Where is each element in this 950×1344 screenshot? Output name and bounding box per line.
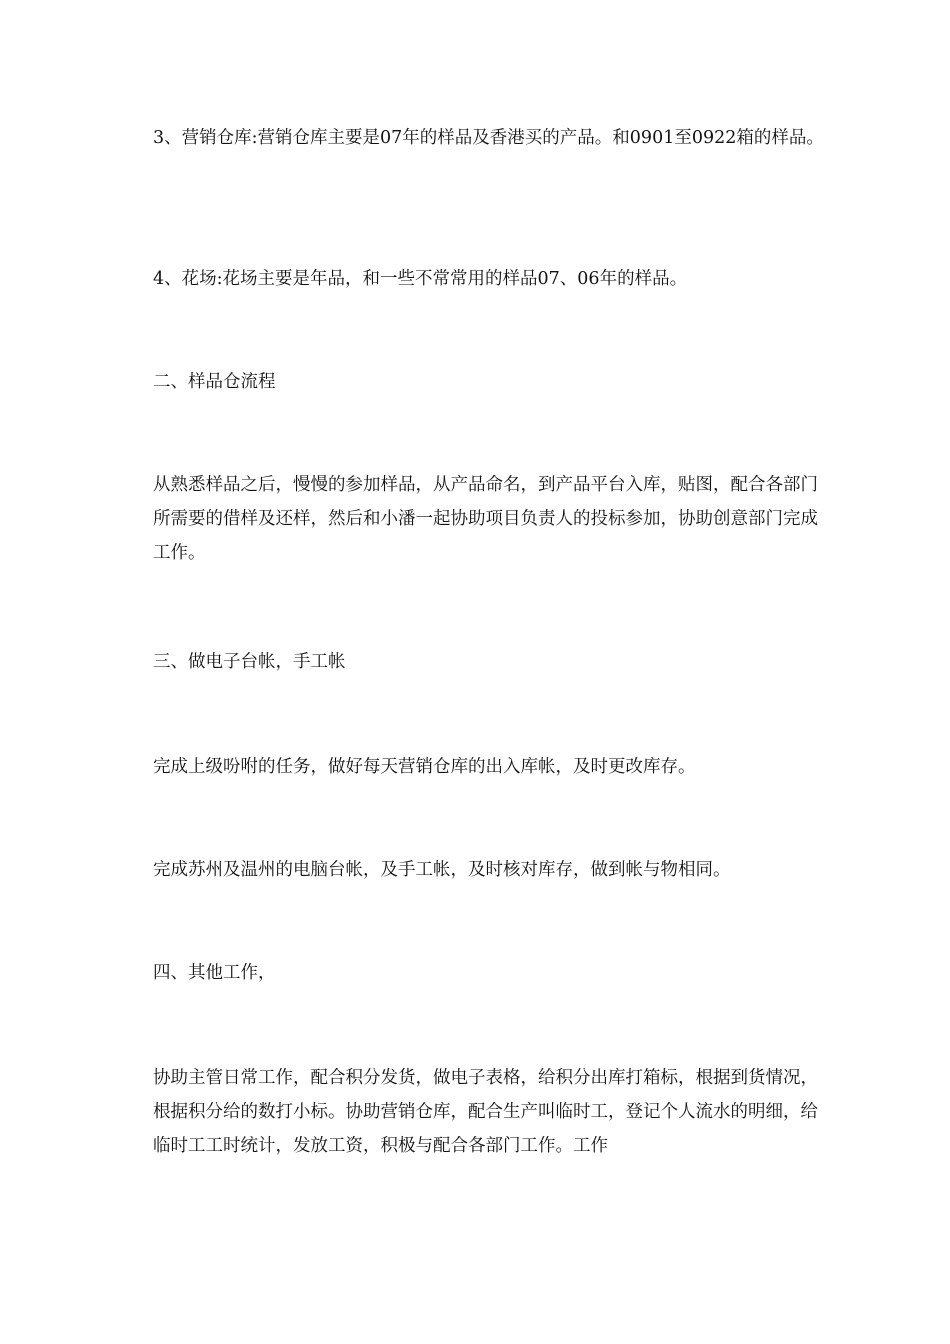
paragraph-other-work: 协助主管日常工作，配合积分发货，做电子表格，给积分出库打箱标，根据到货情况，根据积分给的数打小标。协助营销仓库，配合生产叫临时工，登记个人流水的明细，给临时工工时统计，发放工资，积极与配合各部门工作。工作 [153, 1068, 818, 1156]
heading-sample-warehouse-process: 二、样品仓流程 [153, 372, 276, 392]
heading-other-work: 四、其他工作， [153, 963, 276, 983]
heading-electronic-ledger: 三、做电子台帐，手工帐 [153, 652, 346, 672]
paragraph-daily-ledger: 完成上级吩咐的任务，做好每天营销仓库的出入库帐，及时更改库存。 [153, 757, 696, 777]
paragraph-marketing-warehouse: 3、营销仓库:营销仓库主要是07年的样品及香港买的产品。和0901至0922箱的样品。 [153, 128, 824, 148]
paragraph-flower-field: 4、花场:花场主要是年品，和一些不常常用的样品07、06年的样品。 [153, 269, 688, 289]
paragraph-sample-process: 从熟悉样品之后，慢慢的参加样品，从产品命名，到产品平台入库，贴图，配合各部门所需要的借样及还样，然后和小潘一起协助项目负责人的投标参加，协助创意部门完成工作。 [153, 475, 818, 563]
paragraph-suzhou-wenzhou-ledger: 完成苏州及温州的电脑台帐，及手工帐，及时核对库存，做到帐与物相同。 [153, 860, 731, 880]
